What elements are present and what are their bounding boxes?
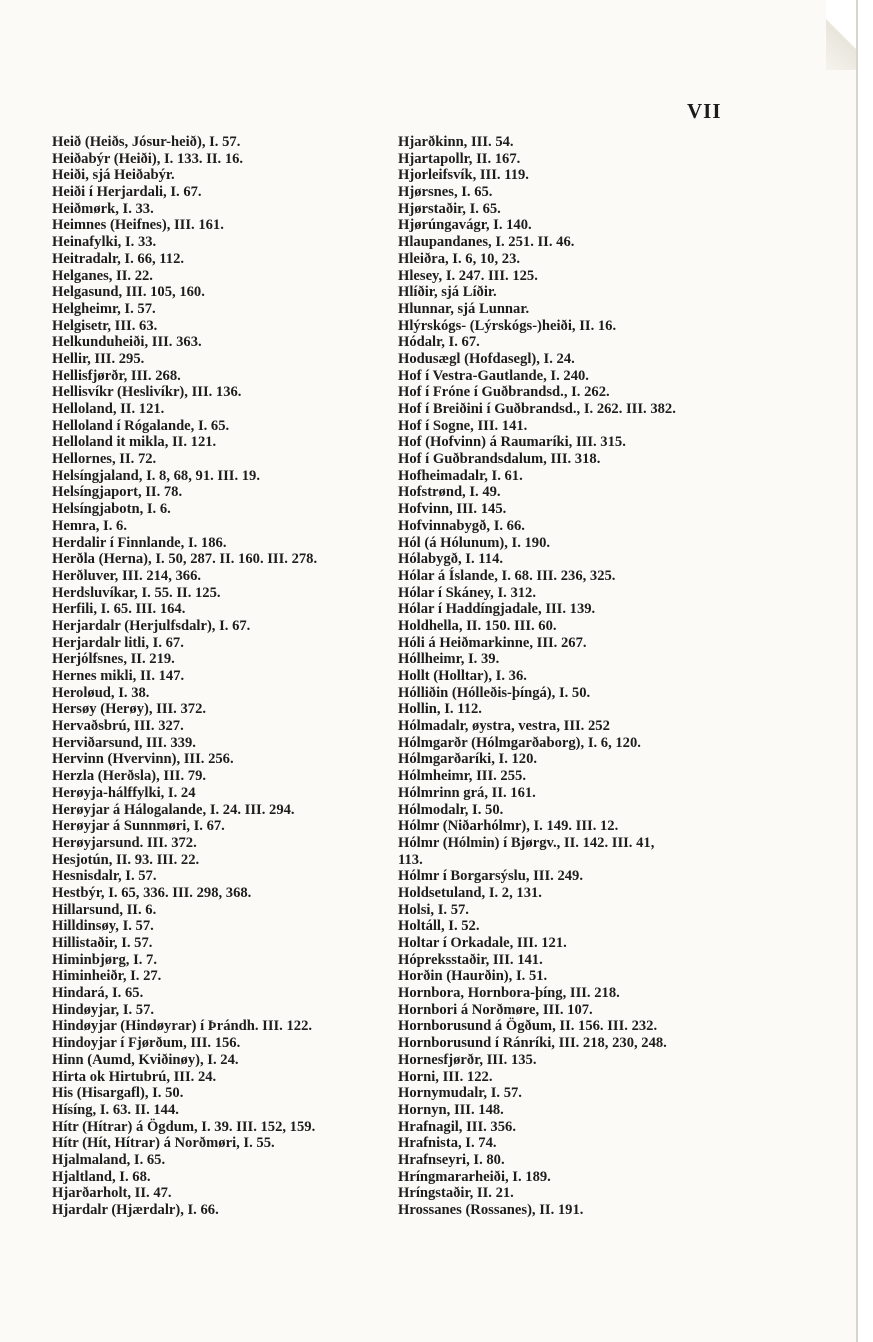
index-entry: Horðin (Haurðin), I. 51. bbox=[398, 968, 548, 985]
index-entry: Helloland it mikla, II. 121. bbox=[52, 434, 217, 451]
index-entry: Holtar í Orkadale, III. 121. bbox=[398, 935, 567, 951]
index-entry: Hlunnar, sjá Lunnar. bbox=[398, 300, 530, 317]
index-entry: Herøyjar á Hálogalande, I. 24. III. 294. bbox=[52, 801, 295, 818]
index-entry: Herjólfsnes, II. 219. bbox=[52, 651, 175, 668]
index-entry: Hornborusund í Ránríki, III. 218, 230, 248. bbox=[398, 1035, 667, 1052]
index-entry: Hesnisdalr, I. 57. bbox=[52, 868, 157, 885]
index-entry: Hellisvíkr (Heslivíkr), III. 136. bbox=[52, 384, 242, 401]
index-entry: Heiðmørk, I. 33. bbox=[52, 200, 154, 217]
index-entry: Hóllheimr, I. 39. bbox=[398, 651, 500, 668]
index-entry: Herdsluvíkar, I. 55. II. 125. bbox=[52, 584, 221, 601]
index-entry: Heið (Heiðs, Jósur-heið), I. 57. bbox=[52, 134, 241, 150]
index-entry: Hítr (Hít, Hítrar) á Norðmøri, I. 55. bbox=[52, 1135, 275, 1152]
index-entry: Holsi, I. 57. bbox=[398, 901, 469, 918]
index-entry: Hillarsund, II. 6. bbox=[52, 901, 157, 918]
index-entry: Heitradalr, I. 66, 112. bbox=[52, 250, 185, 267]
index-entry: His (Hisargafl), I. 50. bbox=[52, 1085, 184, 1102]
index-entry: Hólmheimr, III. 255. bbox=[398, 768, 526, 785]
index-entry: Hof (Hofvinn) á Raumaríki, III. 315. bbox=[398, 434, 626, 451]
index-entry: Hlesey, I. 247. III. 125. bbox=[398, 267, 538, 284]
index-entry: Herdalir í Finnlande, I. 186. bbox=[52, 534, 227, 551]
index-entry: Herøyjarsund. III. 372. bbox=[52, 834, 197, 851]
index-entry: Helsíngjaland, I. 8, 68, 91. III. 19. bbox=[52, 467, 260, 484]
index-entry: Hólliðin (Hólleðis-þíngá), I. 50. bbox=[398, 684, 591, 701]
index-entry: Hof í Fróne í Guðbrandsd., I. 262. bbox=[398, 384, 610, 401]
index-entry: Helloland, II. 121. bbox=[52, 401, 165, 417]
index-entry: Hólmgarðr (Hólmgarðaborg), I. 6, 120. bbox=[398, 734, 641, 751]
index-entry: Hellir, III. 295. bbox=[52, 350, 145, 367]
index-entry: Hólmodalr, I. 50. bbox=[398, 801, 504, 818]
index-entry: Hilldinsøy, I. 57. bbox=[52, 918, 154, 935]
index-entry: Herviðarsund, III. 339. bbox=[52, 734, 196, 751]
index-entry: Hítr (Hítrar) á Ögdum, I. 39. III. 152, 159. bbox=[52, 1118, 316, 1135]
index-entry: Hísíng, I. 63. II. 144. bbox=[52, 1101, 179, 1118]
index-entry: Hestbýr, I. 65, 336. III. 298, 368. bbox=[52, 884, 252, 901]
index-entry: Heiði, sjá Heiðabýr. bbox=[52, 167, 175, 184]
index-entry: Horni, III. 122. bbox=[398, 1068, 493, 1085]
index-entry: Hof í Guðbrandsdalum, III. 318. bbox=[398, 451, 601, 468]
index-entry: Hjaltland, I. 68. bbox=[52, 1168, 151, 1185]
index-entry: Hjalmaland, I. 65. bbox=[52, 1151, 166, 1168]
index-entry: Helgisetr, III. 63. bbox=[52, 317, 158, 334]
index-entry: Hellisfjørðr, III. 268. bbox=[52, 367, 181, 384]
index-entry: Helsíngjabotn, I. 6. bbox=[52, 501, 171, 518]
index-entry: Herfili, I. 65. III. 164. bbox=[52, 601, 186, 618]
index-entry: Hervaðsbrú, III. 327. bbox=[52, 718, 184, 735]
index-entry: Hesjotún, II. 93. III. 22. bbox=[52, 851, 200, 868]
index-entry: Hersøy (Herøy), III. 372. bbox=[52, 701, 207, 718]
index-entry: Himinheiðr, I. 27. bbox=[52, 968, 162, 985]
index-entry: Hjarðarholt, II. 47. bbox=[52, 1185, 172, 1202]
index-entry: Hrafnseyri, I. 80. bbox=[398, 1151, 505, 1168]
index-entry: Hólmr (Niðarhólmr), I. 149. III. 12. bbox=[398, 818, 619, 835]
index-entry: Herøyjar á Sunnmøri, I. 67. bbox=[52, 818, 225, 835]
index-entry: Hinn (Aumd, Kviðinøy), I. 24. bbox=[52, 1051, 239, 1068]
index-entry: Hellornes, II. 72. bbox=[52, 451, 157, 468]
index-entry: Hemra, I. 6. bbox=[52, 517, 127, 534]
index-entry: Hólar á Íslande, I. 68. III. 236, 325. bbox=[398, 567, 616, 584]
index-entry: Hólmr (Hólmin) í Bjørgv., II. 142. III. 41, bbox=[398, 834, 655, 851]
index-entry: Helsíngjaport, II. 78. bbox=[52, 484, 183, 501]
index-entry: Heiðabýr (Heiði), I. 133. II. 16. bbox=[52, 150, 244, 167]
index-entry: Herjardalr litli, I. 67. bbox=[52, 634, 184, 651]
index-entry: Hjorleifsvík, III. 119. bbox=[398, 167, 529, 184]
index-entry: Holdhella, II. 150. III. 60. bbox=[398, 617, 557, 634]
index-entry: Hrafnagil, III. 356. bbox=[398, 1118, 516, 1135]
index-entry: Heiði í Herjardali, I. 67. bbox=[52, 184, 202, 201]
index-entry: Hríngstaðir, II. 21. bbox=[398, 1185, 514, 1202]
index-entry: Heinafylki, I. 33. bbox=[52, 234, 157, 251]
index-entry: Hólabygð, I. 114. bbox=[398, 551, 504, 568]
index-entry: Hríngmararheiði, I. 189. bbox=[398, 1168, 551, 1185]
index-entry: Hornesfjørðr, III. 135. bbox=[398, 1051, 537, 1068]
index-entry: Hindøyjar, I. 57. bbox=[52, 1001, 155, 1018]
index-entry: Hlaupandanes, I. 251. II. 46. bbox=[398, 234, 575, 251]
index-entry: Hirta ok Hirtubrú, III. 24. bbox=[52, 1068, 217, 1085]
index-entry: Heroløud, I. 38. bbox=[52, 684, 150, 701]
index-entry: Hól (á Hólunum), I. 190. bbox=[398, 534, 551, 551]
index-entry: Hornymudalr, I. 57. bbox=[398, 1085, 522, 1102]
index-entry: Hjardalr (Hjærdalr), I. 66. bbox=[52, 1202, 219, 1218]
index-entry: Hólmrinn grá, II. 161. bbox=[398, 784, 536, 801]
index-entry: Hillistaðir, I. 57. bbox=[52, 935, 153, 951]
index-entry: Hjarðkinn, III. 54. bbox=[398, 134, 514, 150]
index-entry: Hof í Sogne, III. 141. bbox=[398, 417, 528, 434]
index-entry: Hólmadalr, øystra, vestra, III. 252 bbox=[398, 718, 610, 735]
index-entry: Himinbjørg, I. 7. bbox=[52, 951, 157, 968]
page-corner-fold bbox=[826, 0, 856, 70]
index-column-right bbox=[398, 134, 743, 1219]
index-entry: Hindará, I. 65. bbox=[52, 985, 144, 1002]
index-entry: Hódalr, I. 67. bbox=[398, 334, 480, 351]
index-column-left bbox=[52, 134, 382, 1219]
index-entry: Hólar í Skáney, I. 312. bbox=[398, 584, 536, 601]
index-entry: Helgasund, III. 105, 160. bbox=[52, 284, 205, 301]
index-entry: Hlýrskógs- (Lýrskógs-)heiði, II. 16. bbox=[398, 317, 617, 334]
index-entry: Hervinn (Hvervinn), III. 256. bbox=[52, 751, 234, 768]
index-entry: Hleiðra, I. 6, 10, 23. bbox=[398, 250, 521, 267]
index-entry: Hóli á Heiðmarkinne, III. 267. bbox=[398, 634, 587, 651]
index-entry: Hornbori á Norðmøre, III. 107. bbox=[398, 1001, 593, 1018]
index-entry: Holdsetuland, I. 2, 131. bbox=[398, 884, 542, 901]
index-entry: Hlíðir, sjá Líðir. bbox=[398, 284, 497, 301]
index-entry: Hofstrønd, I. 49. bbox=[398, 484, 501, 501]
index-entry: Hernes mikli, II. 147. bbox=[52, 668, 185, 684]
index-entry: Hjørsnes, I. 65. bbox=[398, 184, 493, 201]
index-entry: Holtáll, I. 52. bbox=[398, 918, 480, 935]
index-entry: Hof í Breiðini í Guðbrandsd., I. 262. III. 382. bbox=[398, 401, 676, 417]
index-entry: Herzla (Herðsla), III. 79. bbox=[52, 768, 207, 785]
index-entry: Herøyja-hálffylki, I. 24 bbox=[52, 784, 196, 801]
index-entry: Hólmgarðaríki, I. 120. bbox=[398, 751, 538, 768]
index-entry: Herðla (Herna), I. 50, 287. II. 160. III. 278. bbox=[52, 551, 318, 568]
index-entry: Hornyn, III. 148. bbox=[398, 1101, 504, 1118]
index-entry: Hollt (Holltar), I. 36. bbox=[398, 668, 527, 684]
index-entry: Hindoyjar í Fjørðum, III. 156. bbox=[52, 1035, 241, 1052]
index-entry: Helkunduheiði, III. 363. bbox=[52, 334, 202, 351]
index-entry: Hópreksstaðir, III. 141. bbox=[398, 951, 543, 968]
index-entry: Hólar í Haddíngjadale, III. 139. bbox=[398, 601, 596, 618]
index-entry: Hjartapollr, II. 167. bbox=[398, 150, 521, 167]
index-entry: Hollin, I. 112. bbox=[398, 701, 482, 718]
index-entry: Herjardalr (Herjulfsdalr), I. 67. bbox=[52, 617, 251, 634]
index-entry: Hofvinnabygð, I. 66. bbox=[398, 517, 525, 534]
page-number: VII bbox=[687, 99, 722, 123]
index-entry: Helgheimr, I. 57. bbox=[52, 300, 156, 317]
index-entry: Hjørúngavágr, I. 140. bbox=[398, 217, 532, 234]
index-entry: Hofheimadalr, I. 61. bbox=[398, 467, 523, 484]
index-entry: Helloland í Rógalande, I. 65. bbox=[52, 417, 230, 434]
index-entry: Hodusægl (Hofdasegl), I. 24. bbox=[398, 350, 575, 367]
index-entry: Heimnes (Heifnes), III. 161. bbox=[52, 217, 224, 234]
index-entry: Hornbora, Hornbora-þíng, III. 218. bbox=[398, 985, 620, 1002]
index-entry: Helganes, II. 22. bbox=[52, 267, 153, 284]
index-entry: Herðluver, III. 214, 366. bbox=[52, 567, 202, 584]
index-entry: Hofvinn, III. 145. bbox=[398, 501, 507, 518]
index-entry: Hjørstaðir, I. 65. bbox=[398, 200, 501, 217]
index-entry: Hindøyjar (Hindøyrar) í Þrándh. III. 122. bbox=[52, 1018, 313, 1035]
index-entry: Hornborusund á Ögðum, II. 156. III. 232. bbox=[398, 1018, 658, 1035]
index-entry: Hrafnista, I. 74. bbox=[398, 1135, 497, 1152]
index-entry: 113. bbox=[398, 851, 423, 868]
index-entry: Hrossanes (Rossanes), II. 191. bbox=[398, 1202, 584, 1218]
index-entry: Hólmr í Borgarsýslu, III. 249. bbox=[398, 868, 584, 885]
index-entry: Hof í Vestra-Gautlande, I. 240. bbox=[398, 367, 589, 384]
